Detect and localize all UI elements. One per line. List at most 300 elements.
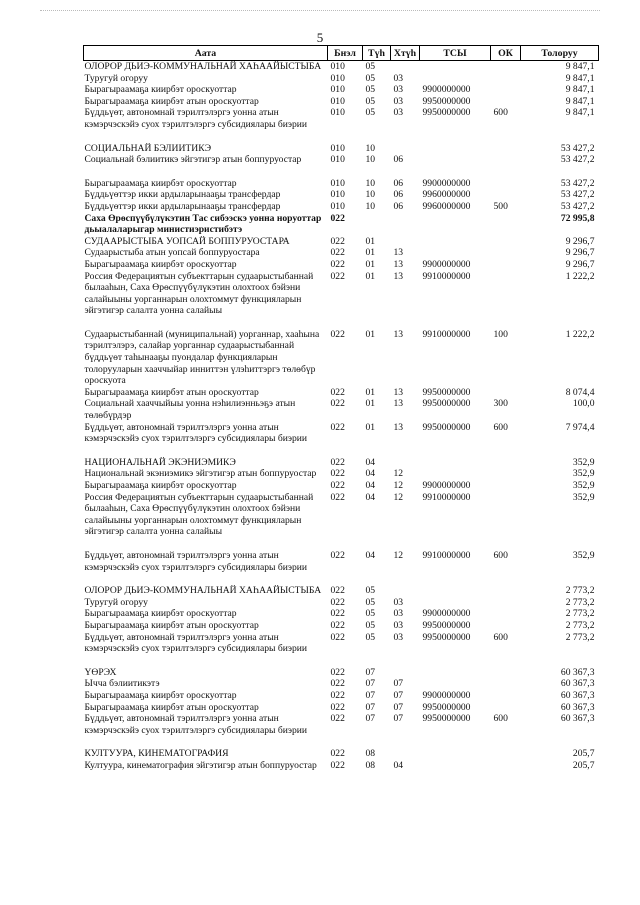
row-tuh: 07 [365, 689, 376, 701]
row-ok: 600 [493, 107, 508, 119]
spacer-row [84, 655, 599, 667]
row-tsy [420, 760, 491, 772]
row-name: СОЦИАЛЬНАЙ БЭЛИИТИКЭ [84, 142, 212, 154]
table-row [84, 96, 599, 108]
row-name: Бүддьүөт, автономнай тэрилтэлэргэ уонна атын кэмэрчэскэйэ суох тэрилтэлэргэ субсидиялары биэрии [84, 549, 308, 573]
row-ok: 600 [493, 421, 508, 433]
row-ok: 600 [493, 631, 508, 643]
row-tuh: 05 [365, 585, 376, 597]
table-row [84, 61, 599, 73]
row-bnd: 010 [330, 107, 345, 119]
table-row [84, 213, 599, 236]
table-row [84, 73, 599, 85]
row-bnd: 010 [330, 200, 345, 212]
row-name: ОЛОРОР ДЬИЭ-КОММУНАЛЬНАЙ ХАҺААЙЫСТЫБА [84, 61, 322, 72]
row-name: Бырагыраамаҕа киирбэт ороскуоттар [84, 480, 237, 491]
spacer-row [84, 131, 599, 143]
row-bnd: 010 [330, 154, 345, 166]
row-kh: 13 [393, 247, 404, 259]
spacer-row [84, 573, 599, 585]
row-sum: 60 367,3 [560, 678, 595, 690]
row-ok [491, 236, 521, 248]
row-tuh: 10 [365, 177, 376, 189]
row-tsy: 9900000000 [422, 84, 471, 96]
page-number: 5 [316, 30, 324, 45]
row-tuh: 05 [365, 95, 376, 107]
row-name: Россия Федерациятын субъекттарын судаарыстыбаннай былааһын, Саха Өрөспүүбүлүкэтин олохтоох бэйэни салайыыны уорганнарын олохтоммут функцияларын эйгэтигэр салалта уонна салайыы [84, 491, 314, 538]
row-bnd: 010 [330, 84, 345, 96]
row-kh [391, 236, 420, 248]
row-kh [391, 748, 420, 760]
table-row [84, 154, 599, 166]
row-sum: 2 773,2 [565, 619, 595, 631]
row-tuh: 10 [365, 200, 376, 212]
spacer-row [84, 538, 599, 550]
row-tsy [420, 154, 491, 166]
row-tsy: 9950000000 [422, 398, 471, 410]
row-tsy: 9910000000 [422, 549, 471, 561]
row-tuh: 01 [365, 258, 376, 270]
table-row [84, 468, 599, 480]
row-sum: 7 974,4 [565, 421, 595, 433]
row-name: Бырагыраамаҕа киирбэт атын ороскуоттар [84, 386, 259, 398]
row-ok [491, 468, 521, 480]
row-name: Бырагыраамаҕа киирбэт атын ороскуоттар [84, 95, 259, 107]
row-bnd: 022 [330, 270, 345, 282]
row-tuh: 01 [365, 398, 376, 410]
row-bnd: 022 [330, 748, 345, 760]
row-sum: 1 222,2 [565, 328, 595, 340]
row-name: Бүддьүөт, автономнай тэрилтэлэргэ уонна атын кэмэрчэскэйэ суох тэрилтэлэргэ субсидиялары биэрии [84, 107, 308, 130]
row-ok [491, 597, 521, 609]
row-sum: 53 427,2 [560, 189, 595, 201]
row-ok [491, 608, 521, 620]
row-tsy [420, 73, 491, 85]
row-ok: 500 [493, 200, 508, 212]
row-sum: 60 367,3 [560, 689, 595, 701]
row-tsy [420, 457, 491, 469]
row-sum: 100,0 [572, 398, 595, 410]
row-sum: 60 367,3 [560, 713, 595, 725]
row-tsy: 9910000000 [422, 328, 471, 340]
row-tuh: 07 [365, 713, 376, 725]
row-bnd: 022 [330, 596, 345, 608]
row-tuh: 05 [365, 107, 376, 119]
row-bnd: 022 [330, 701, 345, 713]
row-bnd: 022 [330, 386, 345, 398]
row-kh: 13 [393, 270, 404, 282]
row-kh: 12 [393, 549, 404, 561]
row-ok [491, 247, 521, 259]
row-name: Бырагыраамаҕа киирбэт атын ороскуоттар [84, 701, 259, 713]
row-tsy [420, 247, 491, 259]
row-tsy: 9960000000 [422, 189, 471, 201]
row-sum: 205,7 [572, 759, 595, 771]
row-ok [491, 73, 521, 85]
row-ok [491, 189, 521, 201]
row-tuh: 01 [365, 247, 376, 259]
row-kh: 06 [393, 154, 404, 166]
row-sum: 9 296,7 [565, 235, 595, 247]
row-tuh: 01 [365, 386, 376, 398]
row-tuh: 04 [365, 480, 376, 491]
row-kh: 03 [393, 596, 404, 608]
row-kh: 13 [393, 398, 404, 410]
row-name: Судаарыстыбаннай (муниципальнай) уорганнар, хааһына тэрилтэлэрэ, салайар уорганнар судаарыстыбаннай бүддьүөт таһынааҕы пуондалар функцияларын толорууларын хааччыйар инниттэн үлэһиттэргэ төлөбүр ороскуота [84, 328, 320, 387]
row-sum: 53 427,2 [560, 142, 595, 154]
row-kh: 06 [393, 200, 404, 212]
row-name: НАЦИОНАЛЬНАЙ ЭКЭНИЭМИКЭ [84, 456, 236, 468]
row-bnd: 022 [330, 631, 345, 643]
row-sum: 2 773,2 [565, 585, 595, 597]
row-ok [491, 143, 521, 155]
row-ok: 100 [493, 328, 508, 340]
row-tsy [420, 61, 491, 73]
spacer-cell [84, 317, 599, 329]
row-tsy: 9900000000 [422, 608, 471, 620]
row-name: Бүддьүөт, автономнай тэрилтэлэргэ уонна атын кэмэрчэскэйэ суох тэрилтэлэргэ субсидиялары биэрии [84, 421, 308, 445]
table-row [84, 84, 599, 96]
row-bnd: 010 [330, 177, 345, 189]
row-tsy [420, 236, 491, 248]
row-name: Бүддьүөт, автономнай тэрилтэлэргэ уонна атын кэмэрчэскэйэ суох тэрилтэлэргэ субсидиялары биэрии [84, 713, 308, 736]
row-tsy: 9900000000 [422, 480, 471, 491]
row-bnd: 022 [330, 468, 345, 480]
row-bnd: 022 [330, 608, 345, 620]
table-row [84, 632, 599, 655]
spacer-row [84, 736, 599, 748]
row-kh [391, 585, 420, 597]
row-tuh: 04 [365, 468, 376, 480]
row-name: Социальнай хааччыйыы уонна нэһилиэнньэҕэ атын төлөбүрдэр [84, 398, 296, 422]
spacer-row [84, 166, 599, 178]
row-ok [491, 690, 521, 702]
row-sum: 60 367,3 [560, 701, 595, 713]
row-name: Судаарыстыба атын уопсай боппуруостара [84, 247, 260, 259]
row-name: Социальнай бэлиитикэ эйгэтигэр атын боппуруостар [84, 154, 302, 166]
spacer-cell [84, 445, 599, 457]
row-sum: 2 773,2 [565, 631, 595, 643]
row-tsy: 9900000000 [422, 177, 471, 189]
row-sum: 9 296,7 [565, 258, 595, 270]
row-tsy: 9910000000 [422, 270, 471, 282]
table-body [84, 61, 599, 772]
row-tsy [420, 213, 491, 236]
row-sum: 2 773,2 [565, 596, 595, 608]
row-tuh: 05 [365, 631, 376, 643]
row-bnd: 010 [330, 142, 345, 154]
row-bnd: 022 [330, 549, 345, 561]
row-tsy: 9910000000 [422, 491, 471, 503]
row-tuh: 01 [365, 421, 376, 433]
row-name: Туругуй огоруу [84, 72, 148, 84]
row-tuh: 10 [365, 142, 376, 154]
row-kh: 12 [393, 491, 404, 503]
spacer-cell [84, 538, 599, 550]
row-ok [491, 492, 521, 538]
row-tuh: 05 [365, 608, 376, 620]
table-row [84, 667, 599, 679]
row-kh: 03 [393, 619, 404, 631]
row-kh: 07 [393, 701, 404, 713]
table-row [84, 748, 599, 760]
table-row [84, 492, 599, 538]
table-row [84, 271, 599, 317]
row-tsy [420, 143, 491, 155]
row-name: Култуура, кинематография эйгэтигэр атын боппуруостар [84, 759, 317, 771]
row-tsy [420, 468, 491, 480]
header-sum: Толоруу [521, 46, 599, 61]
table-row [84, 398, 599, 421]
row-name: Бырагыраамаҕа киирбэт ороскуоттар [84, 689, 237, 701]
row-kh: 13 [393, 386, 404, 398]
row-tsy [420, 597, 491, 609]
row-sum: 9 847,1 [565, 95, 595, 107]
row-ok: 600 [493, 549, 508, 561]
table-row [84, 702, 599, 714]
row-name: Ычча бэлиитикэтэ [84, 678, 160, 690]
row-tsy: 9950000000 [422, 619, 471, 631]
table-row [84, 678, 599, 690]
spacer-row [84, 317, 599, 329]
row-sum: 9 847,1 [565, 61, 595, 72]
row-tuh: 04 [365, 549, 376, 561]
row-kh [391, 213, 420, 236]
row-tsy: 9900000000 [422, 689, 471, 701]
row-sum: 9 847,1 [565, 107, 595, 119]
row-bnd: 022 [330, 689, 345, 701]
header-name: Аата [84, 46, 328, 61]
row-tuh: 08 [365, 759, 376, 771]
row-name: Бырагыраамаҕа киирбэт ороскуоттар [84, 84, 237, 96]
row-sum: 53 427,2 [560, 177, 595, 189]
row-sum: 205,7 [572, 748, 595, 760]
row-ok [491, 271, 521, 317]
row-ok [491, 702, 521, 714]
row-bnd: 022 [330, 619, 345, 631]
row-name: ОЛОРОР ДЬИЭ-КОММУНАЛЬНАЙ ХАҺААЙЫСТЫБА [84, 585, 322, 597]
row-name: Бүддьүөт, автономнай тэрилтэлэргэ уонна атын кэмэрчэскэйэ суох тэрилтэлэргэ субсидиялары биэрии [84, 631, 308, 655]
row-tuh: 04 [365, 491, 376, 503]
row-ok: 300 [493, 398, 508, 410]
row-ok [491, 480, 521, 492]
row-ok [491, 457, 521, 469]
table-row [84, 457, 599, 469]
row-name: Национальнай экэниэмикэ эйгэтигэр атын боппуруостар [84, 468, 317, 480]
table-row [84, 620, 599, 632]
row-ok [491, 61, 521, 73]
row-name: Россия Федерациятын субъекттарын судаарыстыбаннай былааһын, Саха Өрөспүүбүлүкэтин олохтоох бэйэни салайыыны уорганнарын олохтоммут функцияларын эйгэтигэр салалта уонна салайыы [84, 270, 314, 317]
row-ok [491, 748, 521, 760]
row-tsy [420, 748, 491, 760]
row-name: Бүддьүөттэр икки ардыларынааҕы трансфердар [84, 189, 281, 201]
row-bnd: 022 [330, 247, 345, 259]
row-bnd: 022 [330, 491, 345, 503]
row-kh: 07 [393, 689, 404, 701]
row-tsy: 9950000000 [422, 701, 471, 713]
row-ok [491, 96, 521, 108]
row-ok [491, 678, 521, 690]
row-bnd: 022 [330, 480, 345, 491]
row-kh [391, 457, 420, 469]
row-ok [491, 259, 521, 271]
row-tuh [363, 213, 391, 236]
row-tuh: 01 [365, 328, 376, 340]
row-kh: 03 [393, 608, 404, 620]
row-kh: 03 [393, 631, 404, 643]
row-tuh: 08 [365, 748, 376, 760]
table-row [84, 760, 599, 772]
row-name: Саха Өрөспүүбүлүкэтин Тас сибээскэ уонна норуоттар дьыалаларыгар министиэристибэтэ [84, 212, 322, 236]
header-bnd: Бнэл [328, 46, 363, 61]
row-sum: 8 074,4 [565, 386, 595, 398]
row-name: Бырагыраамаҕа киирбэт ороскуоттар [84, 177, 237, 189]
table-row [84, 259, 599, 271]
row-bnd: 010 [330, 95, 345, 107]
row-tsy: 9950000000 [422, 631, 471, 643]
table-row [84, 690, 599, 702]
row-sum: 1 222,2 [565, 270, 595, 282]
row-tuh: 10 [365, 189, 376, 201]
row-bnd: 010 [330, 61, 345, 72]
header-row [84, 46, 599, 61]
table-row [84, 143, 599, 155]
row-sum: 352,9 [572, 480, 595, 491]
row-name: СУДААРЫСТЫБА УОПСАЙ БОППУРУОСТАРА [84, 235, 290, 247]
row-tsy: 9900000000 [422, 258, 471, 270]
row-tsy: 9950000000 [422, 713, 471, 725]
row-bnd: 010 [330, 189, 345, 201]
row-name: Туругуй огоруу [84, 596, 148, 608]
row-kh: 03 [393, 72, 404, 84]
table-row [84, 713, 599, 736]
row-kh: 12 [393, 480, 404, 491]
row-ok [491, 387, 521, 399]
row-sum: 352,9 [572, 468, 595, 480]
row-tuh: 07 [365, 678, 376, 690]
row-sum: 53 427,2 [560, 200, 595, 212]
row-sum: 2 773,2 [565, 608, 595, 620]
row-ok [491, 178, 521, 190]
row-sum: 72 995,8 [560, 212, 595, 224]
row-tsy: 9950000000 [422, 95, 471, 107]
row-bnd: 022 [330, 666, 345, 678]
row-bnd: 022 [330, 398, 345, 410]
row-bnd: 010 [330, 72, 345, 84]
row-kh [391, 667, 420, 679]
row-bnd: 022 [330, 713, 345, 725]
table-row [84, 189, 599, 201]
row-name: КУЛТУУРА, КИНЕМАТОГРАФИЯ [84, 748, 229, 760]
header-ok: ОК [491, 46, 521, 61]
table-row [84, 107, 599, 130]
row-tsy: 9950000000 [422, 107, 471, 119]
row-kh: 07 [393, 713, 404, 725]
spacer-cell [84, 655, 599, 667]
row-kh: 13 [393, 421, 404, 433]
table-row [84, 480, 599, 492]
row-tuh: 01 [365, 270, 376, 282]
row-kh: 13 [393, 258, 404, 270]
row-tsy: 9950000000 [422, 386, 471, 398]
row-kh: 06 [393, 189, 404, 201]
spacer-cell [84, 131, 599, 143]
row-name: ҮӨРЭХ [84, 666, 117, 678]
row-ok [491, 760, 521, 772]
row-tuh: 05 [365, 72, 376, 84]
table-row [84, 236, 599, 248]
row-tuh: 07 [365, 701, 376, 713]
table-row [84, 329, 599, 387]
row-tuh: 05 [365, 61, 376, 72]
row-ok [491, 84, 521, 96]
row-kh: 03 [393, 95, 404, 107]
table-row [84, 201, 599, 213]
row-bnd: 022 [330, 678, 345, 690]
scan-edge-line [40, 10, 600, 11]
row-tuh: 10 [365, 154, 376, 166]
row-sum: 352,9 [572, 549, 595, 561]
row-sum: 53 427,2 [560, 154, 595, 166]
row-bnd: 022 [330, 585, 345, 597]
row-ok [491, 154, 521, 166]
row-bnd: 022 [330, 235, 345, 247]
row-kh: 06 [393, 177, 404, 189]
row-kh [391, 61, 420, 73]
row-bnd: 022 [330, 212, 345, 224]
row-ok: 600 [493, 713, 508, 725]
row-bnd: 022 [330, 328, 345, 340]
spacer-cell [84, 736, 599, 748]
row-kh: 12 [393, 468, 404, 480]
row-sum: 9 847,1 [565, 72, 595, 84]
table-row [84, 387, 599, 399]
row-tsy [420, 667, 491, 679]
table-row [84, 608, 599, 620]
header-kh: Хтүһ [391, 46, 420, 61]
row-sum: 9 296,7 [565, 247, 595, 259]
row-kh [391, 143, 420, 155]
table-row [84, 597, 599, 609]
row-kh: 03 [393, 107, 404, 119]
row-kh: 13 [393, 328, 404, 340]
row-tsy [420, 585, 491, 597]
row-ok [491, 585, 521, 597]
spacer-row [84, 445, 599, 457]
row-tuh: 05 [365, 596, 376, 608]
row-sum: 9 847,1 [565, 84, 595, 96]
row-sum: 352,9 [572, 491, 595, 503]
row-tuh: 07 [365, 666, 376, 678]
row-ok [491, 620, 521, 632]
row-sum: 60 367,3 [560, 666, 595, 678]
table-row [84, 550, 599, 573]
row-bnd: 022 [330, 759, 345, 771]
row-name: Бырагыраамаҕа киирбэт атын ороскуоттар [84, 619, 259, 631]
header-tsy: ТСЫ [420, 46, 491, 61]
row-sum: 352,9 [572, 456, 595, 468]
row-ok [491, 213, 521, 236]
row-tsy [420, 678, 491, 690]
row-ok [491, 667, 521, 679]
row-name: Бүддьүөттэр икки ардыларынааҕы трансфердар [84, 200, 281, 212]
row-name: Бырагыраамаҕа киирбэт ороскуоттар [84, 258, 237, 270]
row-kh: 03 [393, 84, 404, 96]
row-tsy: 9960000000 [422, 200, 471, 212]
row-bnd: 022 [330, 258, 345, 270]
row-tuh: 04 [365, 456, 376, 468]
row-tuh: 05 [365, 619, 376, 631]
